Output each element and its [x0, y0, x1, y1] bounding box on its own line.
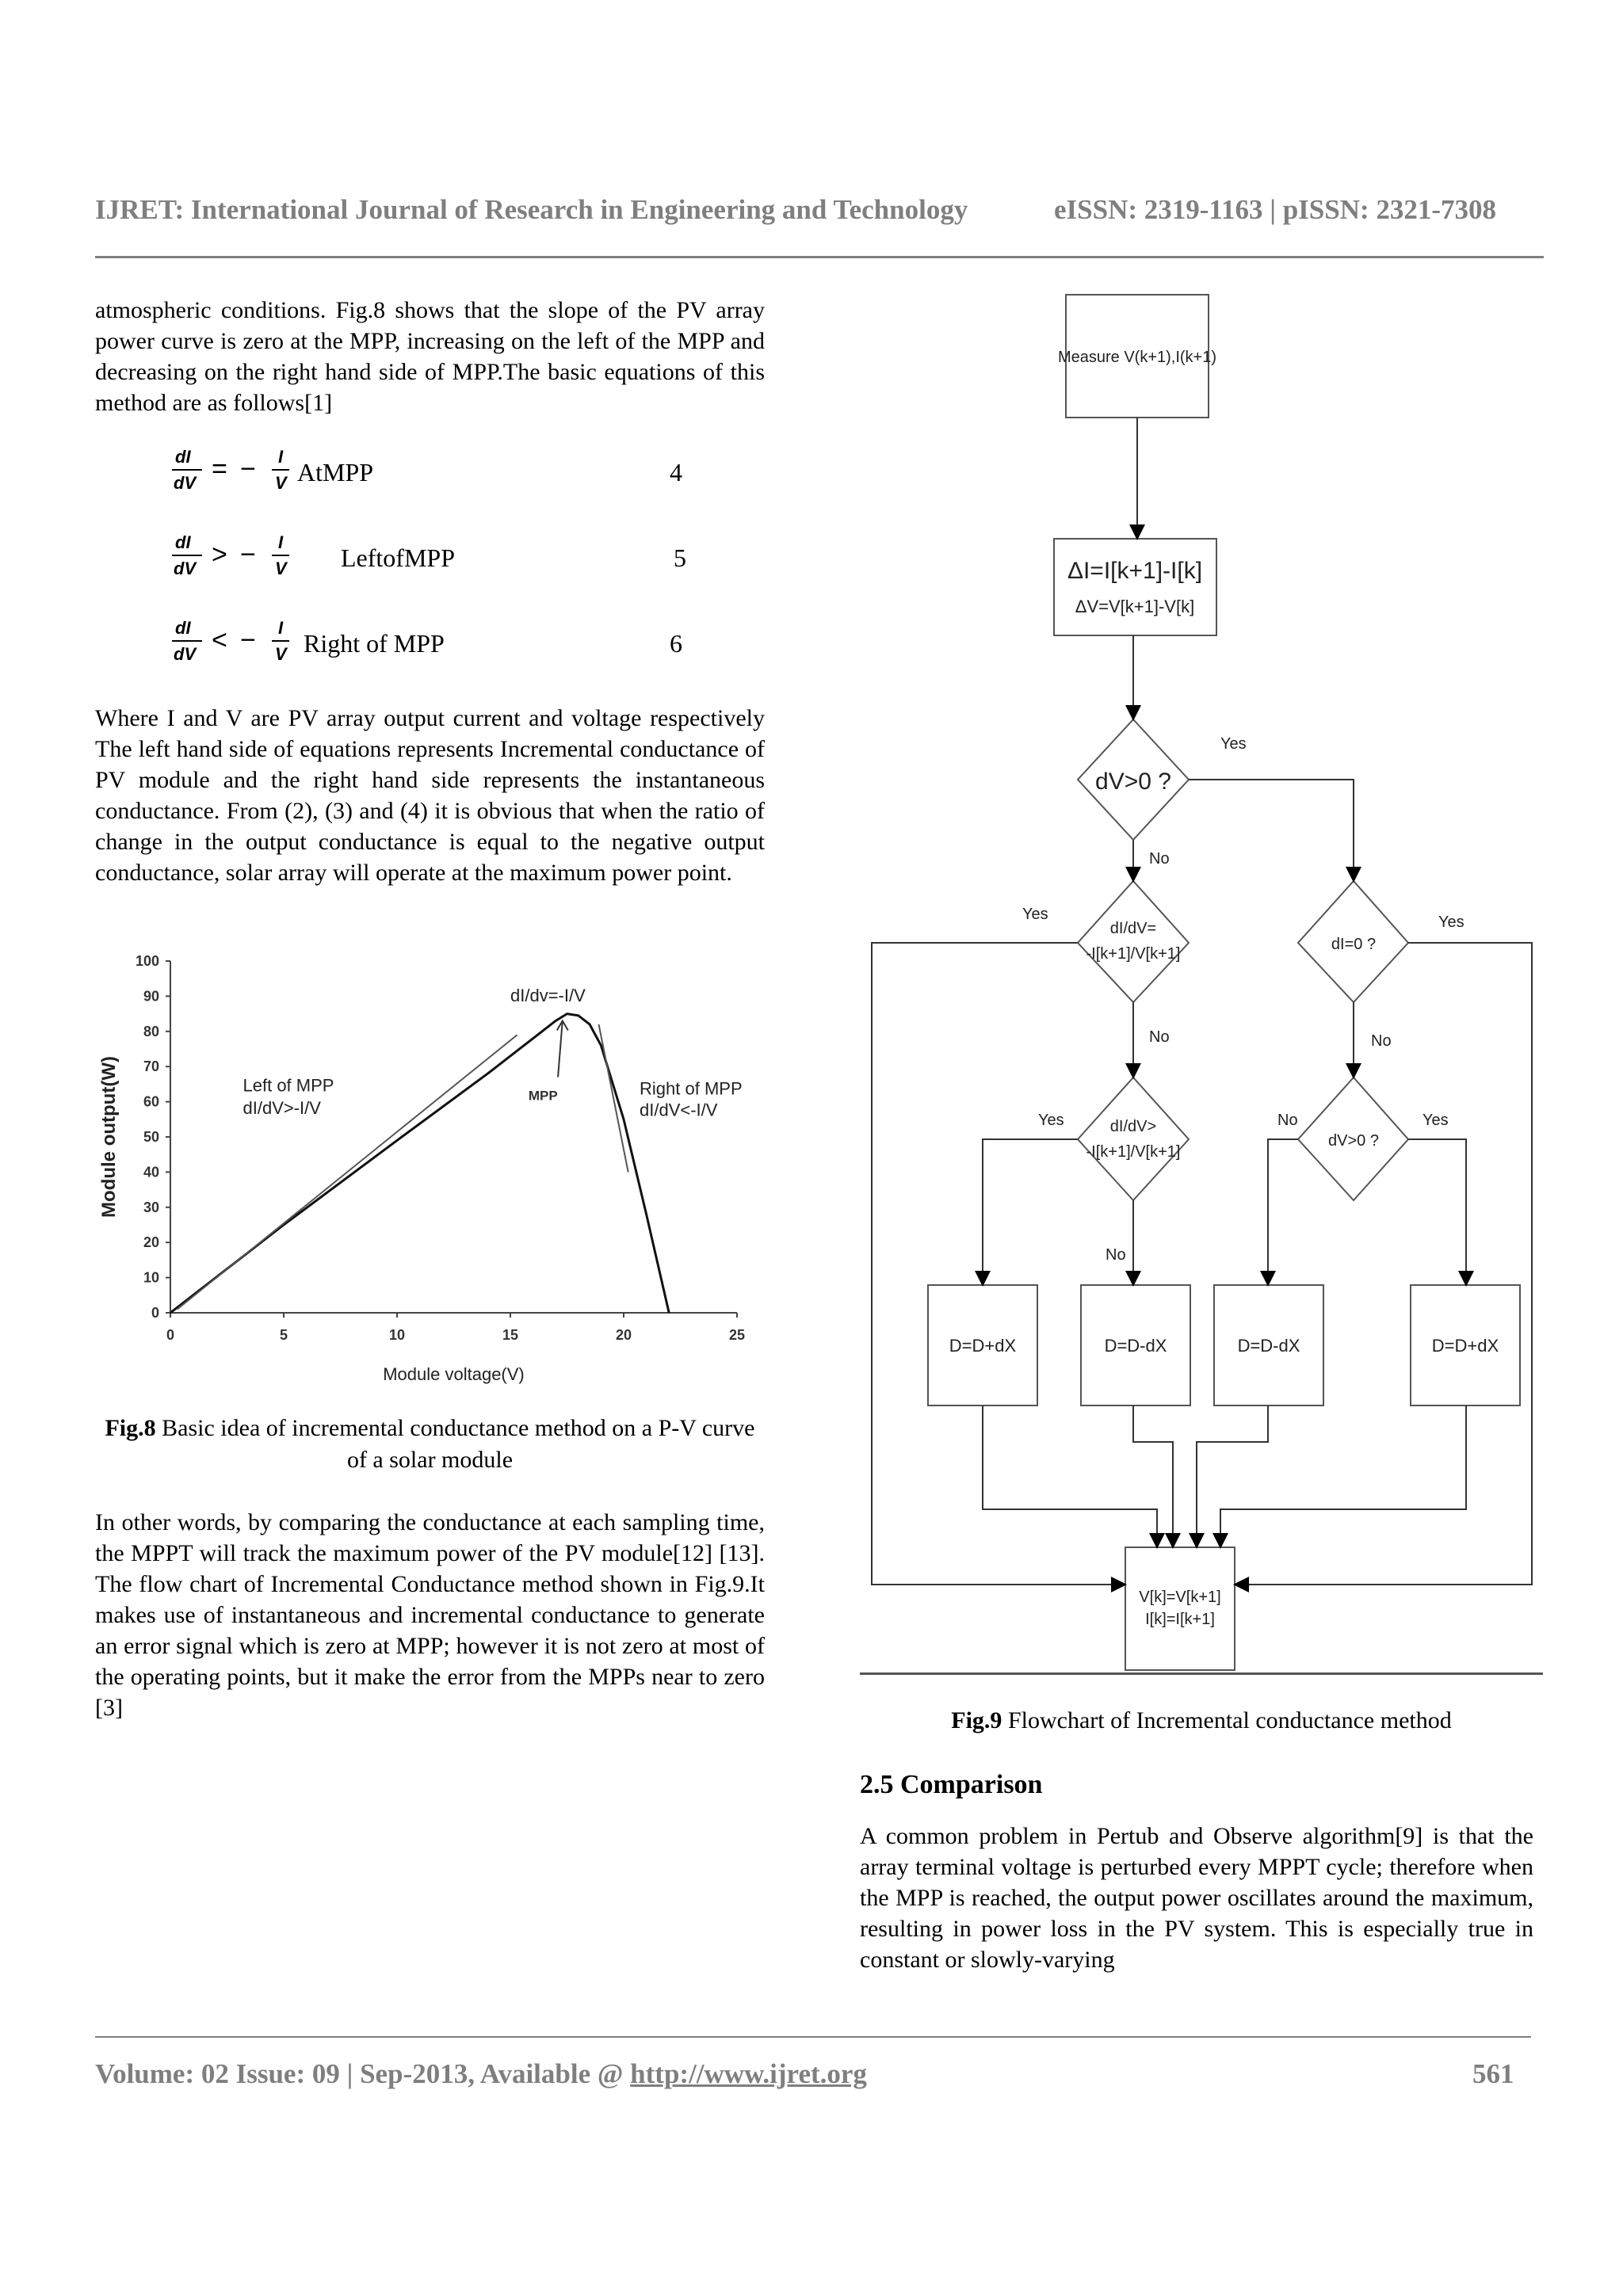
no-label: No	[1149, 1028, 1170, 1046]
yes-label: Yes	[1220, 735, 1247, 753]
delta-box	[1054, 539, 1216, 635]
svg-text:V: V	[275, 559, 287, 578]
di-dv-greater-diamond	[1078, 1077, 1189, 1200]
y-tick-label: 90	[143, 988, 159, 1005]
left-annotation-1: Left of MPP	[242, 1075, 334, 1096]
delta-i-label: ΔI=I[k+1]-I[k]	[1067, 558, 1203, 584]
equation-formula	[170, 616, 297, 669]
d-box-4-label: D=D+dX	[1431, 1336, 1499, 1356]
y-tick-label: 60	[143, 1093, 159, 1110]
journal-title: IJRET: International Journal of Research in Engineering and Technology	[95, 194, 968, 225]
di-dv-gt-label-1: dI/dV>	[1109, 1118, 1157, 1135]
svg-text:dI: dI	[175, 618, 191, 638]
yes-label: Yes	[1022, 906, 1048, 923]
d-box-2-label: D=D-dX	[1104, 1336, 1167, 1356]
svg-text:V: V	[275, 644, 287, 664]
d-box-3-label: D=D-dX	[1237, 1336, 1300, 1356]
page-number: 561	[1472, 2058, 1514, 2089]
svg-text:dV: dV	[174, 644, 197, 664]
svg-text:dV: dV	[174, 559, 197, 578]
x-tick-label: 15	[502, 1327, 519, 1343]
chart-axes	[170, 961, 737, 1313]
svg-text:<: <	[212, 625, 227, 655]
no-label: No	[1149, 850, 1170, 868]
svg-text:dI: dI	[175, 532, 191, 552]
no-label: No	[1371, 1032, 1392, 1050]
pv-curve-line	[170, 1014, 669, 1313]
dv-gt-zero-label: dV>0 ?	[1328, 1132, 1379, 1150]
equation-number: 5	[674, 543, 686, 572]
equation-left-of-mpp	[170, 532, 725, 583]
x-tick-label: 10	[388, 1327, 406, 1343]
di-dv-eq-label-1: dI/dV=	[1109, 920, 1157, 937]
svg-text:>: >	[212, 540, 227, 570]
x-tick-label: 5	[279, 1327, 288, 1343]
right-annotation-1: Right of MPP	[640, 1078, 743, 1099]
equation-right-of-mpp	[170, 618, 725, 669]
mpp-annotation: MPP	[528, 1088, 558, 1104]
update-box	[1125, 1547, 1235, 1670]
equation-number: 4	[670, 458, 682, 486]
fig9-caption-label: Fig.9	[951, 1707, 1002, 1733]
equation-label: LeftofMPP	[341, 543, 455, 572]
footer-volume-text: Volume: 02 Issue: 09 | Sep-2013, Available @	[95, 2058, 631, 2089]
update-label-1: V[k]=V[k+1]	[1139, 1589, 1221, 1606]
equation-formula	[170, 531, 297, 583]
x-tick-label: 25	[728, 1327, 746, 1343]
fig9-caption-text: Flowchart of Incremental conductance method	[1002, 1707, 1452, 1733]
svg-text:V: V	[275, 473, 287, 493]
section-title: 2.5 Comparison	[860, 1770, 1043, 1799]
chart-annotations	[243, 986, 743, 1119]
y-tick-label: 70	[143, 1058, 159, 1075]
svg-text:−: −	[240, 454, 256, 484]
yes-label: Yes	[1038, 1112, 1064, 1129]
peak-annotation: dI/dv=-I/V	[510, 986, 586, 1006]
journal-link[interactable]: http://www.ijret.org	[630, 2058, 867, 2089]
left-paragraph-2: Where I and V are PV array output current and voltage respectively The left hand side of equations represents Incremental conductance of PV module and the right hand side represents the instantaneous conductance. From (2), (3) and (4) it is obvious that when the ratio of change in the output conductance is equal to the negative output conductance, solar array will operate at the maximum power point.	[95, 705, 765, 886]
right-tangent-line	[599, 1024, 628, 1172]
di-zero-label: dI=0 ?	[1331, 936, 1377, 953]
equation-formula	[170, 445, 297, 498]
svg-text:−: −	[240, 625, 256, 655]
yes-label: Yes	[1423, 1112, 1449, 1129]
equation-at-mpp	[170, 447, 725, 498]
footer-rule	[95, 2036, 1531, 2038]
y-tick-label: 40	[143, 1164, 159, 1180]
fig9-rule	[860, 1672, 1543, 1675]
left-paragraph-1: atmospheric conditions. Fig.8 shows that the slope of the PV array power curve is zero at the MPP, increasing on the left of the MPP and decreasing on the right hand side of MPP.The basic equations of this method are as follows[1]	[95, 297, 765, 416]
issn-info: eISSN: 2319-1163 | pISSN: 2321-7308	[1054, 194, 1497, 225]
left-annotation-2: dI/dV>-I/V	[242, 1098, 321, 1119]
mpp-arrow	[558, 1020, 563, 1077]
chart-ticks	[98, 953, 745, 1384]
fig8-caption-label: Fig.8	[105, 1415, 156, 1441]
journal-header	[95, 194, 1545, 226]
svg-text:I: I	[278, 447, 284, 467]
y-tick-label: 100	[135, 953, 159, 969]
no-label: No	[1277, 1112, 1298, 1129]
di-dv-gt-label-2: -I[k+1]/V[k+1]	[1086, 1143, 1181, 1161]
yes-label: Yes	[1438, 913, 1465, 931]
d-box-1-label: D=D+dX	[949, 1336, 1017, 1356]
equation-number: 6	[670, 629, 682, 658]
right-annotation-2: dI/dV<-I/V	[640, 1100, 718, 1120]
y-tick-label: 30	[143, 1199, 159, 1215]
y-tick-label: 0	[151, 1305, 159, 1321]
dv-zero-label: dV>0 ?	[1095, 769, 1171, 795]
pv-curve-chart	[91, 947, 789, 1390]
equation-label: Right of MPP	[304, 629, 445, 658]
equation-label: AtMPP	[297, 458, 374, 486]
right-paragraph: A common problem in Pertub and Observe algorithm[9] is that the array terminal voltage is perturbed every MPPT cycle; therefore when the MPP is reached, the output power oscillates around the maximum, resulting in power loss in the PV system. This is especially true in constant or slowly-varying	[860, 1823, 1533, 1973]
svg-text:I: I	[278, 532, 284, 552]
svg-text:dI: dI	[175, 447, 191, 467]
fig8-caption-text: Basic idea of incremental conductance method on a P-V curve of a solar module	[155, 1415, 755, 1473]
y-tick-label: 20	[143, 1234, 159, 1251]
di-dv-equal-diamond	[1078, 881, 1189, 1002]
chart-series	[170, 1014, 669, 1313]
y-tick-label: 80	[143, 1023, 159, 1039]
svg-text:−: −	[240, 540, 256, 570]
y-axis-label: Module output(W)	[98, 1056, 120, 1218]
update-label-2: I[k]=I[k+1]	[1145, 1611, 1215, 1628]
x-tick-label: 20	[615, 1327, 632, 1343]
y-tick-label: 50	[143, 1129, 159, 1145]
x-tick-label: 0	[166, 1327, 175, 1343]
svg-text:=: =	[212, 454, 227, 484]
incremental-conductance-flowchart	[856, 285, 1553, 1680]
delta-v-label: ΔV=V[k+1]-V[k]	[1075, 597, 1195, 616]
di-dv-eq-label-2: -I[k+1]/V[k+1]	[1086, 945, 1181, 963]
y-tick-label: 10	[143, 1269, 159, 1286]
footer-volume	[95, 2058, 867, 2090]
no-label: No	[1106, 1246, 1126, 1264]
x-axis-label: Module voltage(V)	[383, 1364, 525, 1384]
svg-text:dV: dV	[174, 473, 197, 493]
fig9-caption	[860, 1705, 1543, 1737]
header-rule	[95, 256, 1544, 258]
left-tangent-line	[178, 1035, 517, 1309]
fig8-caption	[95, 1413, 765, 1476]
svg-text:I: I	[278, 618, 284, 638]
left-paragraph-3: In other words, by comparing the conductance at each sampling time, the MPPT will track the maximum power of the PV module[12] [13]. The flow chart of Incremental Conductance method shown in Fig.9.It makes use of instantaneous and incremental conductance to generate an error signal which is zero at MPP; however it is not zero at most of the operating points, but it make the error from the MPPs near to zero [3]	[95, 1509, 765, 1721]
measure-label: Measure V(k+1),I(k+1)	[1057, 349, 1217, 366]
